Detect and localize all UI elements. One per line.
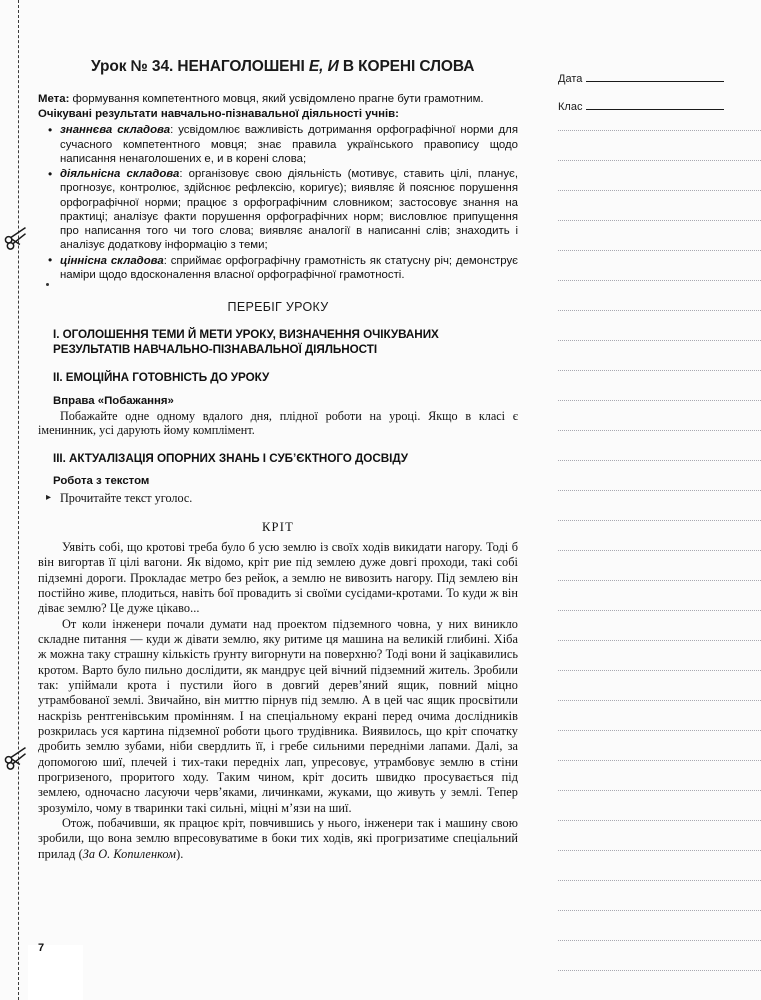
note-line[interactable] bbox=[558, 700, 761, 701]
list-item bbox=[38, 167, 518, 253]
note-line[interactable] bbox=[558, 550, 761, 551]
list-item bbox=[38, 254, 518, 283]
note-line[interactable] bbox=[558, 580, 761, 581]
exercise-title-pozhadannya: Вправа «Побажання» bbox=[53, 394, 174, 407]
story-final-text: Отож, побачивши, як працює кріт, повчившись у нього, інженери так і машину свою зробили, що вона землю впресовуватиме в боки тих ходів, які прогризатиме спеціальний прилад ( bbox=[38, 816, 518, 861]
note-lines-area[interactable] bbox=[558, 130, 761, 1000]
class-label: Клас bbox=[558, 101, 583, 113]
lesson-title-letters: Е, И bbox=[308, 58, 339, 75]
class-field-row[interactable] bbox=[558, 100, 748, 113]
note-line[interactable] bbox=[558, 370, 761, 371]
page-number: 7 bbox=[38, 942, 45, 954]
note-line[interactable] bbox=[558, 670, 761, 671]
page-title bbox=[91, 58, 518, 76]
lesson-title-part-2: В КОРЕНІ СЛОВА bbox=[338, 58, 475, 75]
note-line[interactable] bbox=[558, 490, 761, 491]
note-line[interactable] bbox=[558, 520, 761, 521]
note-line[interactable] bbox=[558, 730, 761, 731]
date-field-row[interactable] bbox=[558, 72, 748, 85]
notes-margin bbox=[548, 0, 761, 1000]
scissors-icon bbox=[3, 742, 33, 772]
cut-line bbox=[18, 0, 19, 1000]
story-source-attribution: За О. Копиленком bbox=[82, 846, 177, 861]
lesson-content-column bbox=[38, 58, 518, 862]
lesson-title-part-1: НЕНАГОЛОШЕНІ bbox=[177, 58, 309, 75]
note-line[interactable] bbox=[558, 130, 761, 131]
note-line[interactable] bbox=[558, 970, 761, 971]
outcome-text: : організовує свою діяльність (мотивує, ставить цілі, планує, прогнозує, контролює, здійснює рефлексію, коригує); виявляє й пояснює порушення орфографічної норми; працює з орфографічним словником; застосовує знання на практиці; аналізує факти порушення орфографічних норм; висловлює припущення про написання того чи того слова; виявляє аналогії в написанні слів; знаходить і аналізує додаткову інформацію з теми; bbox=[60, 168, 518, 252]
lesson-goal bbox=[38, 92, 518, 106]
note-line[interactable] bbox=[558, 640, 761, 641]
note-line[interactable] bbox=[558, 280, 761, 281]
note-line[interactable] bbox=[558, 190, 761, 191]
scissors-icon bbox=[3, 222, 33, 252]
note-line[interactable] bbox=[558, 760, 761, 761]
outcome-text: : усвідомлює важливість дотримання орфографічної норми для сучасного компетентного мовця; знає правила українського правопису щодо написання ненаголошених е, и в корені слова; bbox=[60, 124, 518, 165]
note-line[interactable] bbox=[558, 940, 761, 941]
outcome-text: : сприймає орфографічну грамотність як статусну річ; демонструє наміри щодо вдосконалення власної орфографічної грамотності. bbox=[60, 254, 518, 281]
note-line[interactable] bbox=[558, 220, 761, 221]
note-line[interactable] bbox=[558, 880, 761, 881]
date-label: Дата bbox=[558, 73, 583, 85]
note-line[interactable] bbox=[558, 610, 761, 611]
list-item bbox=[38, 123, 518, 166]
exercise-title-robota-z-tekstom: Робота з текстом bbox=[53, 475, 150, 488]
note-line[interactable] bbox=[558, 460, 761, 461]
note-line[interactable] bbox=[558, 820, 761, 821]
section-heading-1: I. ОГОЛОШЕННЯ ТЕМИ Й МЕТИ УРОКУ, ВИЗНАЧЕННЯ ОЧІКУВАНИХ РЕЗУЛЬТАТІВ НАВЧАЛЬНО-ПІЗНАВАЛЬНОЇ ДІЯЛЬНОСТІ bbox=[53, 328, 439, 356]
note-line[interactable] bbox=[558, 910, 761, 911]
story-paragraph: От коли інженери почали думати над проектом підземного човна, у них виникло складне питання — куди ж дівати землю, яку ритиме ця машина на великій глибині. Хіба ж можна таку страшну кількість ґрунту вигорнути на поверхню? Тоді вони й зацікавились кротом. Варто було пильно дослідити, як мандрує цей вічний підземний житель. Зробили так: упіймали крота і пустили його в довгий дерев’яний ящик, повний міцно утрамбованої землі. Звичайно, він миттю пірнув під землю. А в цей час ящик просвітили наскрізь рентгенівським промінням. І на спеціальному екрані перед очима дослідників розкрилась уся картина підземної роботи цього трудівника. Виявилось, що кріт спочатку дробить землю зубами, ніби свердлить її, і гребе сильними передніми лапами. Далі, за допомогою шиї, плечей і тих-таки передніх лап, упресовує, утрамбовує землю в стіни прогризеного, проритого ходу. Таким чином, кріт досить швидко просувається під землею, одночасно ласуючи черв’яками, личинками, жуками, що живуть у землі. Тепер зрозуміло, чому в тваринки такі сильні, міцні м’язи на шиї. bbox=[38, 616, 518, 815]
story-title: КРІТ bbox=[261, 519, 295, 534]
lesson-number: Урок № 34. bbox=[91, 58, 178, 75]
outcomes-heading: Очікувані результати навчально-пізнавальної діяльності учнів: bbox=[38, 108, 399, 121]
goal-text: формування компетентного мовця, який усвідомлено прагне бути грамотним. bbox=[69, 93, 484, 105]
note-line[interactable] bbox=[558, 340, 761, 341]
section-heading-3: III. АКТУАЛІЗАЦІЯ ОПОРНИХ ЗНАНЬ І СУБ’ЄКТНОГО ДОСВІДУ bbox=[53, 451, 408, 465]
outcomes-list bbox=[38, 123, 518, 282]
story-paragraph-final bbox=[38, 816, 518, 862]
outcome-term: ціннісна складова bbox=[60, 254, 164, 267]
story-paragraph: Уявіть собі, що кротові треба було б усю землю із своїх ходів викидати нагору. Тоді б він вигортав її цілі вагони. Як відомо, кріт рие під землею дуже довгі проходи, такі собі підземні дороги. Прокладає метро без рейок, а землю не вивозить нагору. Під землею він постійно живе, плодиться, навіть бої провадить зі своїми сусідами-кротами. То куди ж він діває землю? Це дуже цікаво... bbox=[38, 539, 518, 616]
class-input-rule[interactable] bbox=[586, 100, 724, 110]
section-heading-2: II. ЕМОЦІЙНА ГОТОВНІСТЬ ДО УРОКУ bbox=[53, 371, 270, 385]
outcome-term: знаннєва складова bbox=[60, 124, 171, 137]
page-number-backdrop bbox=[28, 945, 83, 1000]
outcome-term: діяльнісна складова bbox=[60, 168, 180, 181]
date-input-rule[interactable] bbox=[586, 72, 724, 82]
note-line[interactable] bbox=[558, 790, 761, 791]
note-line[interactable] bbox=[558, 430, 761, 431]
story-final-tail: ). bbox=[176, 846, 184, 861]
note-line[interactable] bbox=[558, 850, 761, 851]
note-line[interactable] bbox=[558, 400, 761, 401]
note-line[interactable] bbox=[558, 310, 761, 311]
note-line[interactable] bbox=[558, 250, 761, 251]
lesson-flow-heading: ПЕРЕБІГ УРОКУ bbox=[227, 300, 329, 315]
goal-label: Мета: bbox=[38, 93, 70, 105]
exercise-description: Побажайте одне одному вдалого дня, плідної роботи на уроці. Якщо в класі є іменинник, усі дарують йому комплімент. bbox=[38, 408, 518, 438]
task-instruction: ▸ Прочитайте текст уголос. bbox=[38, 491, 518, 506]
note-line[interactable] bbox=[558, 160, 761, 161]
